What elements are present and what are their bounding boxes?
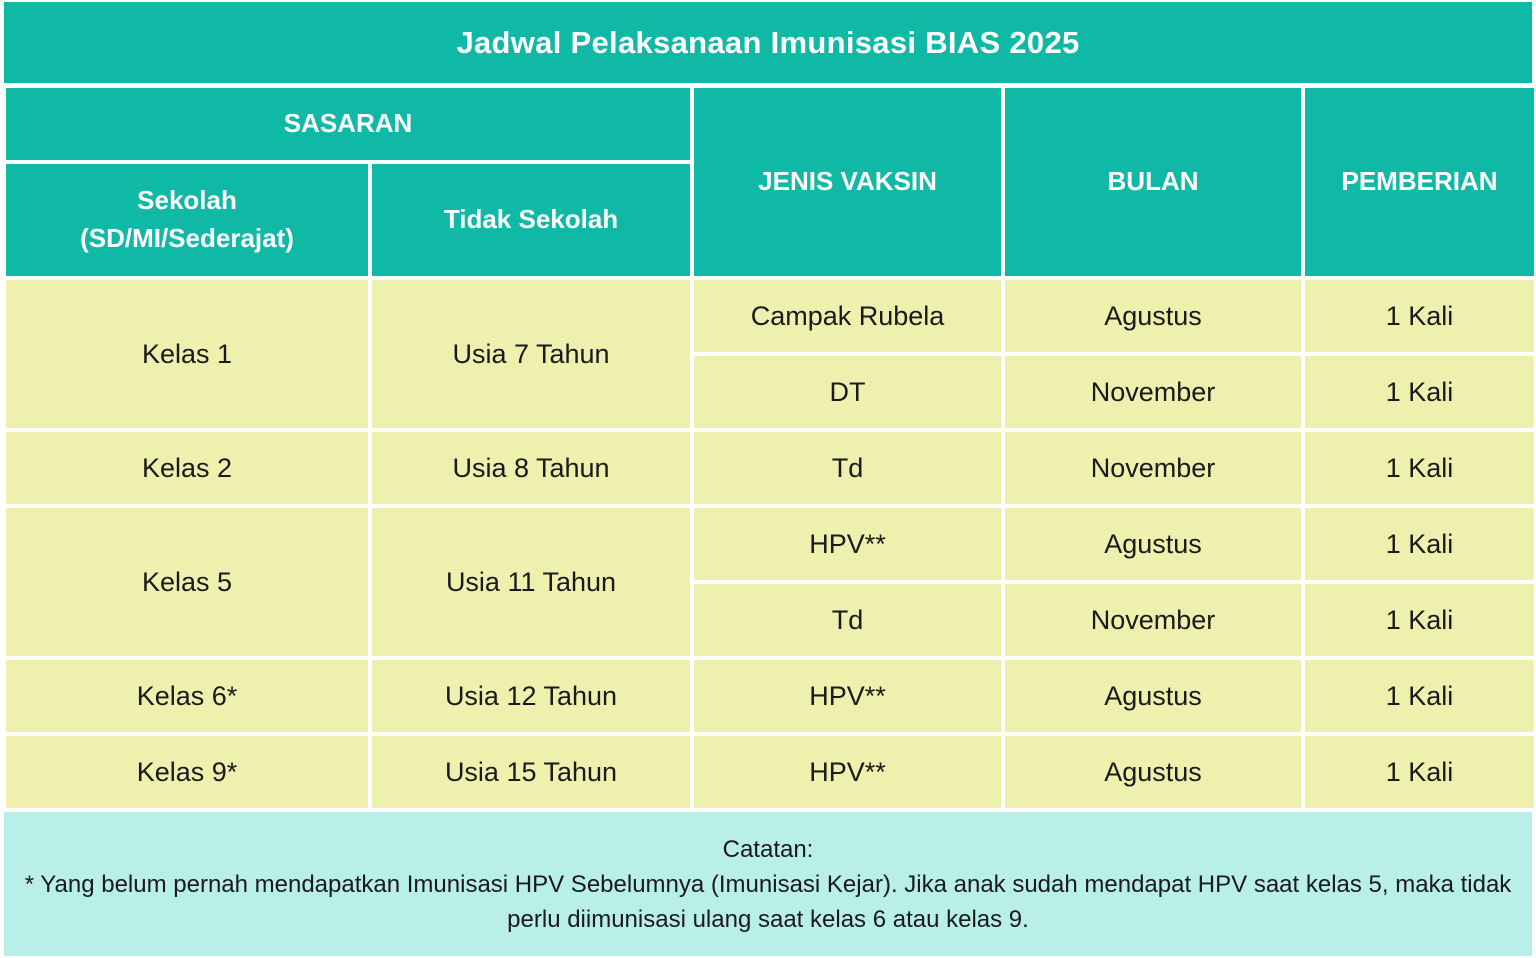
header-tidak-sekolah: Tidak Sekolah [370,162,692,278]
cell-bulan: Agustus [1003,506,1303,582]
cell-tidak-sekolah: Usia 15 Tahun [370,734,692,810]
cell-vaksin: Td [692,430,1003,506]
header-sasaran: SASARAN [4,86,692,162]
header-pemberian: PEMBERIAN [1303,86,1536,278]
cell-vaksin: HPV** [692,658,1003,734]
cell-sekolah: Kelas 9* [4,734,370,810]
cell-pemberian: 1 Kali [1303,734,1536,810]
header-jenis-vaksin: JENIS VAKSIN [692,86,1003,278]
cell-vaksin: HPV** [692,506,1003,582]
page-title: Jadwal Pelaksanaan Imunisasi BIAS 2025 [4,2,1532,83]
note-heading: Catatan: [722,835,814,863]
cell-pemberian: 1 Kali [1303,582,1536,658]
header-sekolah [4,162,370,278]
cell-sekolah: Kelas 1 [4,278,370,430]
cell-vaksin: DT [692,354,1003,430]
table-row [4,278,1536,354]
cell-tidak-sekolah: Usia 12 Tahun [370,658,692,734]
cell-vaksin: Campak Rubela [692,278,1003,354]
header-bulan: BULAN [1003,86,1303,278]
cell-pemberian: 1 Kali [1303,506,1536,582]
table-header [4,86,1536,278]
table-row [4,506,1536,582]
cell-tidak-sekolah: Usia 7 Tahun [370,278,692,430]
cell-sekolah: Kelas 5 [4,506,370,658]
cell-bulan: Agustus [1003,278,1303,354]
table-row [4,430,1536,506]
cell-vaksin: HPV** [692,734,1003,810]
cell-pemberian: 1 Kali [1303,278,1536,354]
cell-bulan: November [1003,354,1303,430]
cell-bulan: Agustus [1003,658,1303,734]
note-body: * Yang belum pernah mendapatkan Imunisasi HPV Sebelumnya (Imunisasi Kejar). Jika anak sudah mendapat HPV saat kelas 5, maka tidak perlu diimunisasi ulang saat kelas 6 atau kelas 9. [24,870,1512,933]
table-row [4,734,1536,810]
table-body [4,278,1536,810]
cell-sekolah: Kelas 2 [4,430,370,506]
cell-sekolah: Kelas 6* [4,658,370,734]
schedule-table [2,84,1536,812]
cell-tidak-sekolah: Usia 11 Tahun [370,506,692,658]
cell-pemberian: 1 Kali [1303,430,1536,506]
cell-bulan: Agustus [1003,734,1303,810]
cell-bulan: November [1003,430,1303,506]
cell-tidak-sekolah: Usia 8 Tahun [370,430,692,506]
note-box [4,812,1532,956]
cell-pemberian: 1 Kali [1303,658,1536,734]
cell-pemberian: 1 Kali [1303,354,1536,430]
cell-bulan: November [1003,582,1303,658]
header-sekolah-line2: (SD/MI/Sederajat) [80,223,294,253]
table-row [4,658,1536,734]
header-sekolah-line1: Sekolah [137,185,237,216]
cell-vaksin: Td [692,582,1003,658]
